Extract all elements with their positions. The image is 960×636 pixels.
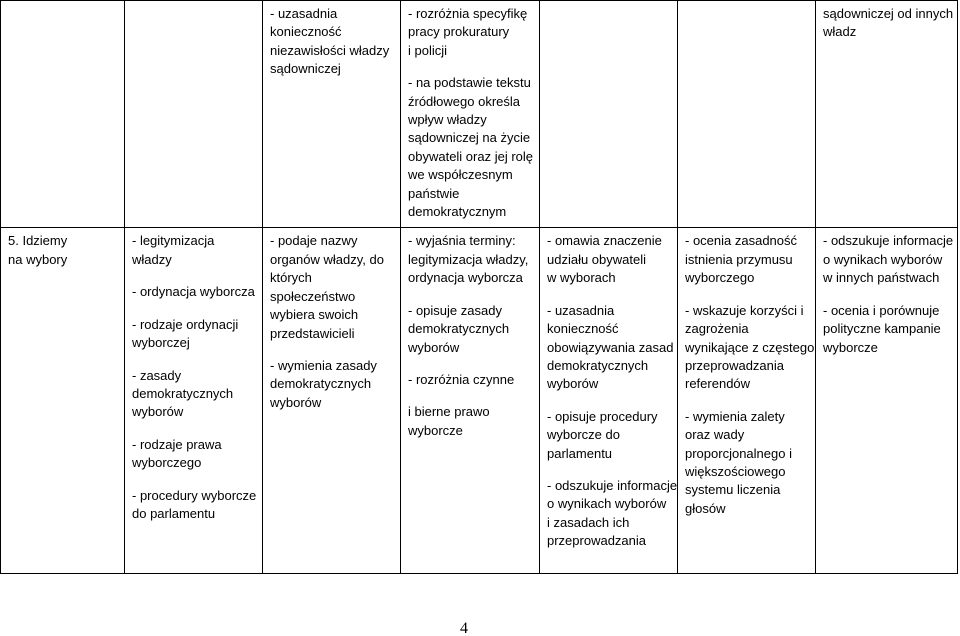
cell-text-line: - uzasadnia bbox=[547, 302, 615, 318]
cell-topic-empty bbox=[1, 1, 125, 228]
cell-text-line: do parlamentu bbox=[132, 505, 216, 521]
cell-text-line: - uzasadnia bbox=[270, 6, 338, 21]
cell-text-line: - opisuje zasady bbox=[408, 302, 502, 318]
cell-text-line: sądowniczej na życie bbox=[408, 130, 531, 146]
cell-text-line: 5. Idziemy bbox=[8, 233, 68, 249]
cell-text-line: polityczne kampanie bbox=[823, 321, 941, 337]
cell-text-line: wyborów bbox=[132, 404, 184, 420]
cell-text-line: wyborczego bbox=[685, 270, 755, 286]
cell-text-line: wynikające z częstego bbox=[685, 339, 815, 355]
cell-text-line: legitymizacja władzy, bbox=[408, 251, 529, 267]
paragraph-gap bbox=[408, 357, 533, 371]
cell-requirements bbox=[263, 1, 401, 228]
cell-text-line: państwie bbox=[408, 185, 460, 201]
cell-text-line: - procedury wyborcze bbox=[132, 487, 257, 503]
cell-text-line: proporcjonalnego i bbox=[685, 445, 792, 461]
cell-text-line: - ocenia i porównuje bbox=[823, 302, 940, 318]
page-number: 4 bbox=[460, 620, 468, 636]
cell-text-line: w wyborach bbox=[547, 270, 616, 286]
cell-text-line: - rozróżnia czynne bbox=[408, 371, 515, 387]
cell-text-line: wyborcze bbox=[823, 339, 878, 355]
table-row-topic-5 bbox=[1, 228, 958, 574]
cell-text-line: - odszukuje informacje bbox=[547, 477, 678, 493]
cell-text-line: o wynikach wyborów bbox=[823, 251, 943, 267]
cell-text-line: istnienia przymusu bbox=[685, 251, 793, 267]
paragraph-gap bbox=[132, 302, 256, 316]
cell-text-line: - odszukuje informacje bbox=[823, 233, 954, 249]
paragraph-gap bbox=[270, 343, 394, 357]
cell-text-line: sądowniczej od innych bbox=[823, 6, 954, 21]
cell-text-line: większościowego bbox=[685, 463, 786, 479]
cell-text-line: - wyjaśnia terminy: bbox=[408, 233, 516, 249]
cell-text-line: demokratycznych bbox=[408, 321, 510, 337]
cell-text-line: - omawia znaczenie bbox=[547, 233, 662, 249]
cell-content-empty bbox=[125, 1, 263, 228]
paragraph-gap bbox=[823, 288, 951, 302]
cell-requirements bbox=[816, 228, 958, 574]
cell-text-line: władz bbox=[823, 24, 857, 40]
paragraph-gap bbox=[547, 288, 671, 302]
cell-text-line: przeprowadzania bbox=[547, 533, 647, 549]
cell-text-line: demokratycznych bbox=[270, 376, 372, 392]
cell-text-line: - rodzaje ordynacji bbox=[132, 316, 239, 332]
cell-text-line: demokratycznych bbox=[132, 385, 234, 401]
cell-text-line: - podaje nazwy bbox=[270, 233, 358, 249]
cell-text-line: o wynikach wyborów bbox=[547, 496, 667, 512]
cell-text-line: wyborów bbox=[408, 339, 460, 355]
cell-text-line: przeprowadzania bbox=[685, 357, 785, 373]
cell-text-line: źródłowego określa bbox=[408, 93, 521, 109]
cell-text-line: na wybory bbox=[8, 251, 68, 267]
cell-text-line: - rodzaje prawa bbox=[132, 436, 222, 452]
paragraph-gap bbox=[132, 269, 256, 283]
cell-text-line: w innych państwach bbox=[823, 270, 940, 286]
cell-text-line: referendów bbox=[685, 376, 751, 392]
cell-text-line: - wymienia zalety bbox=[685, 408, 785, 424]
cell-text-line: - legitymizacja bbox=[132, 233, 215, 249]
cell-text-line: demokratycznych bbox=[547, 357, 649, 373]
cell-text-line: wpływ władzy bbox=[408, 112, 487, 128]
cell-text-line: - wskazuje korzyści i bbox=[685, 302, 804, 318]
cell-text-line: i policji bbox=[408, 42, 448, 58]
cell-text-line: - opisuje procedury bbox=[547, 408, 658, 424]
cell-text-line: sądowniczej bbox=[270, 61, 341, 77]
cell-text-line: oraz wady bbox=[685, 427, 745, 443]
cell-text-line: obywateli oraz jej rolę bbox=[408, 148, 534, 164]
cell-text-line: - ordynacja wyborcza bbox=[132, 284, 255, 300]
cell-text-line: i bierne prawo bbox=[408, 404, 490, 420]
cell-text-line: - rozróżnia specyfikę bbox=[408, 6, 528, 21]
cell-text-line: wyborcze do bbox=[547, 427, 620, 443]
cell-requirements bbox=[678, 228, 816, 574]
cell-text-line: niezawisłości władzy bbox=[270, 42, 390, 58]
cell-requirements bbox=[401, 1, 540, 228]
cell-text-line: władzy bbox=[132, 251, 172, 267]
cell-text-line: we współczesnym bbox=[408, 167, 513, 183]
cell-requirements bbox=[401, 228, 540, 574]
cell-text-line: demokratycznym bbox=[408, 204, 507, 220]
paragraph-gap bbox=[547, 463, 671, 477]
cell-text-line: zagrożenia bbox=[685, 321, 749, 337]
cell-text-line: parlamentu bbox=[547, 445, 613, 461]
paragraph-gap bbox=[547, 394, 671, 408]
cell-text-line: obowiązywania zasad bbox=[547, 339, 674, 355]
cell-requirements bbox=[816, 1, 958, 228]
cell-text-line: systemu liczenia bbox=[685, 482, 781, 498]
cell-text-line: - zasady bbox=[132, 367, 182, 383]
paragraph-gap bbox=[408, 288, 533, 302]
cell-text-line: wyborcze bbox=[408, 422, 463, 438]
cell-requirements bbox=[540, 1, 678, 228]
cell-text-line: wyborów bbox=[270, 394, 322, 410]
cell-text-line: - na podstawie tekstu bbox=[408, 75, 531, 91]
cell-requirements bbox=[678, 1, 816, 228]
cell-text-line: - ocenia zasadność bbox=[685, 233, 798, 249]
cell-text-line: których bbox=[270, 270, 312, 286]
cell-content bbox=[125, 228, 263, 574]
cell-text-line: wyborów bbox=[547, 376, 599, 392]
table-row-continued bbox=[1, 1, 958, 228]
cell-text-line: społeczeństwo bbox=[270, 288, 356, 304]
cell-text-line: konieczność bbox=[270, 24, 342, 40]
cell-requirements bbox=[540, 228, 678, 574]
paragraph-gap bbox=[132, 422, 256, 436]
paragraph-gap bbox=[408, 389, 533, 403]
cell-requirements bbox=[263, 228, 401, 574]
paragraph-gap bbox=[408, 60, 533, 74]
cell-text-line: organów władzy, do bbox=[270, 251, 384, 267]
cell-text-line: głosów bbox=[685, 500, 726, 516]
cell-text-line: przedstawicieli bbox=[270, 325, 355, 341]
cell-text-line: ordynacja wyborcza bbox=[408, 270, 523, 286]
cell-text-line: konieczność bbox=[547, 321, 619, 337]
cell-text-line: wybiera swoich bbox=[270, 307, 359, 323]
cell-text-line: wyborczego bbox=[132, 455, 202, 471]
cell-text-line: udziału obywateli bbox=[547, 251, 647, 267]
cell-text-line: - wymienia zasady bbox=[270, 357, 377, 373]
cell-text-line: i zasadach ich bbox=[547, 514, 630, 530]
paragraph-gap bbox=[685, 394, 809, 408]
cell-text-line: wyborczej bbox=[132, 335, 190, 351]
paragraph-gap bbox=[132, 353, 256, 367]
cell-topic bbox=[1, 228, 125, 574]
paragraph-gap bbox=[132, 473, 256, 487]
cell-text-line: pracy prokuratury bbox=[408, 24, 510, 40]
paragraph-gap bbox=[685, 288, 809, 302]
